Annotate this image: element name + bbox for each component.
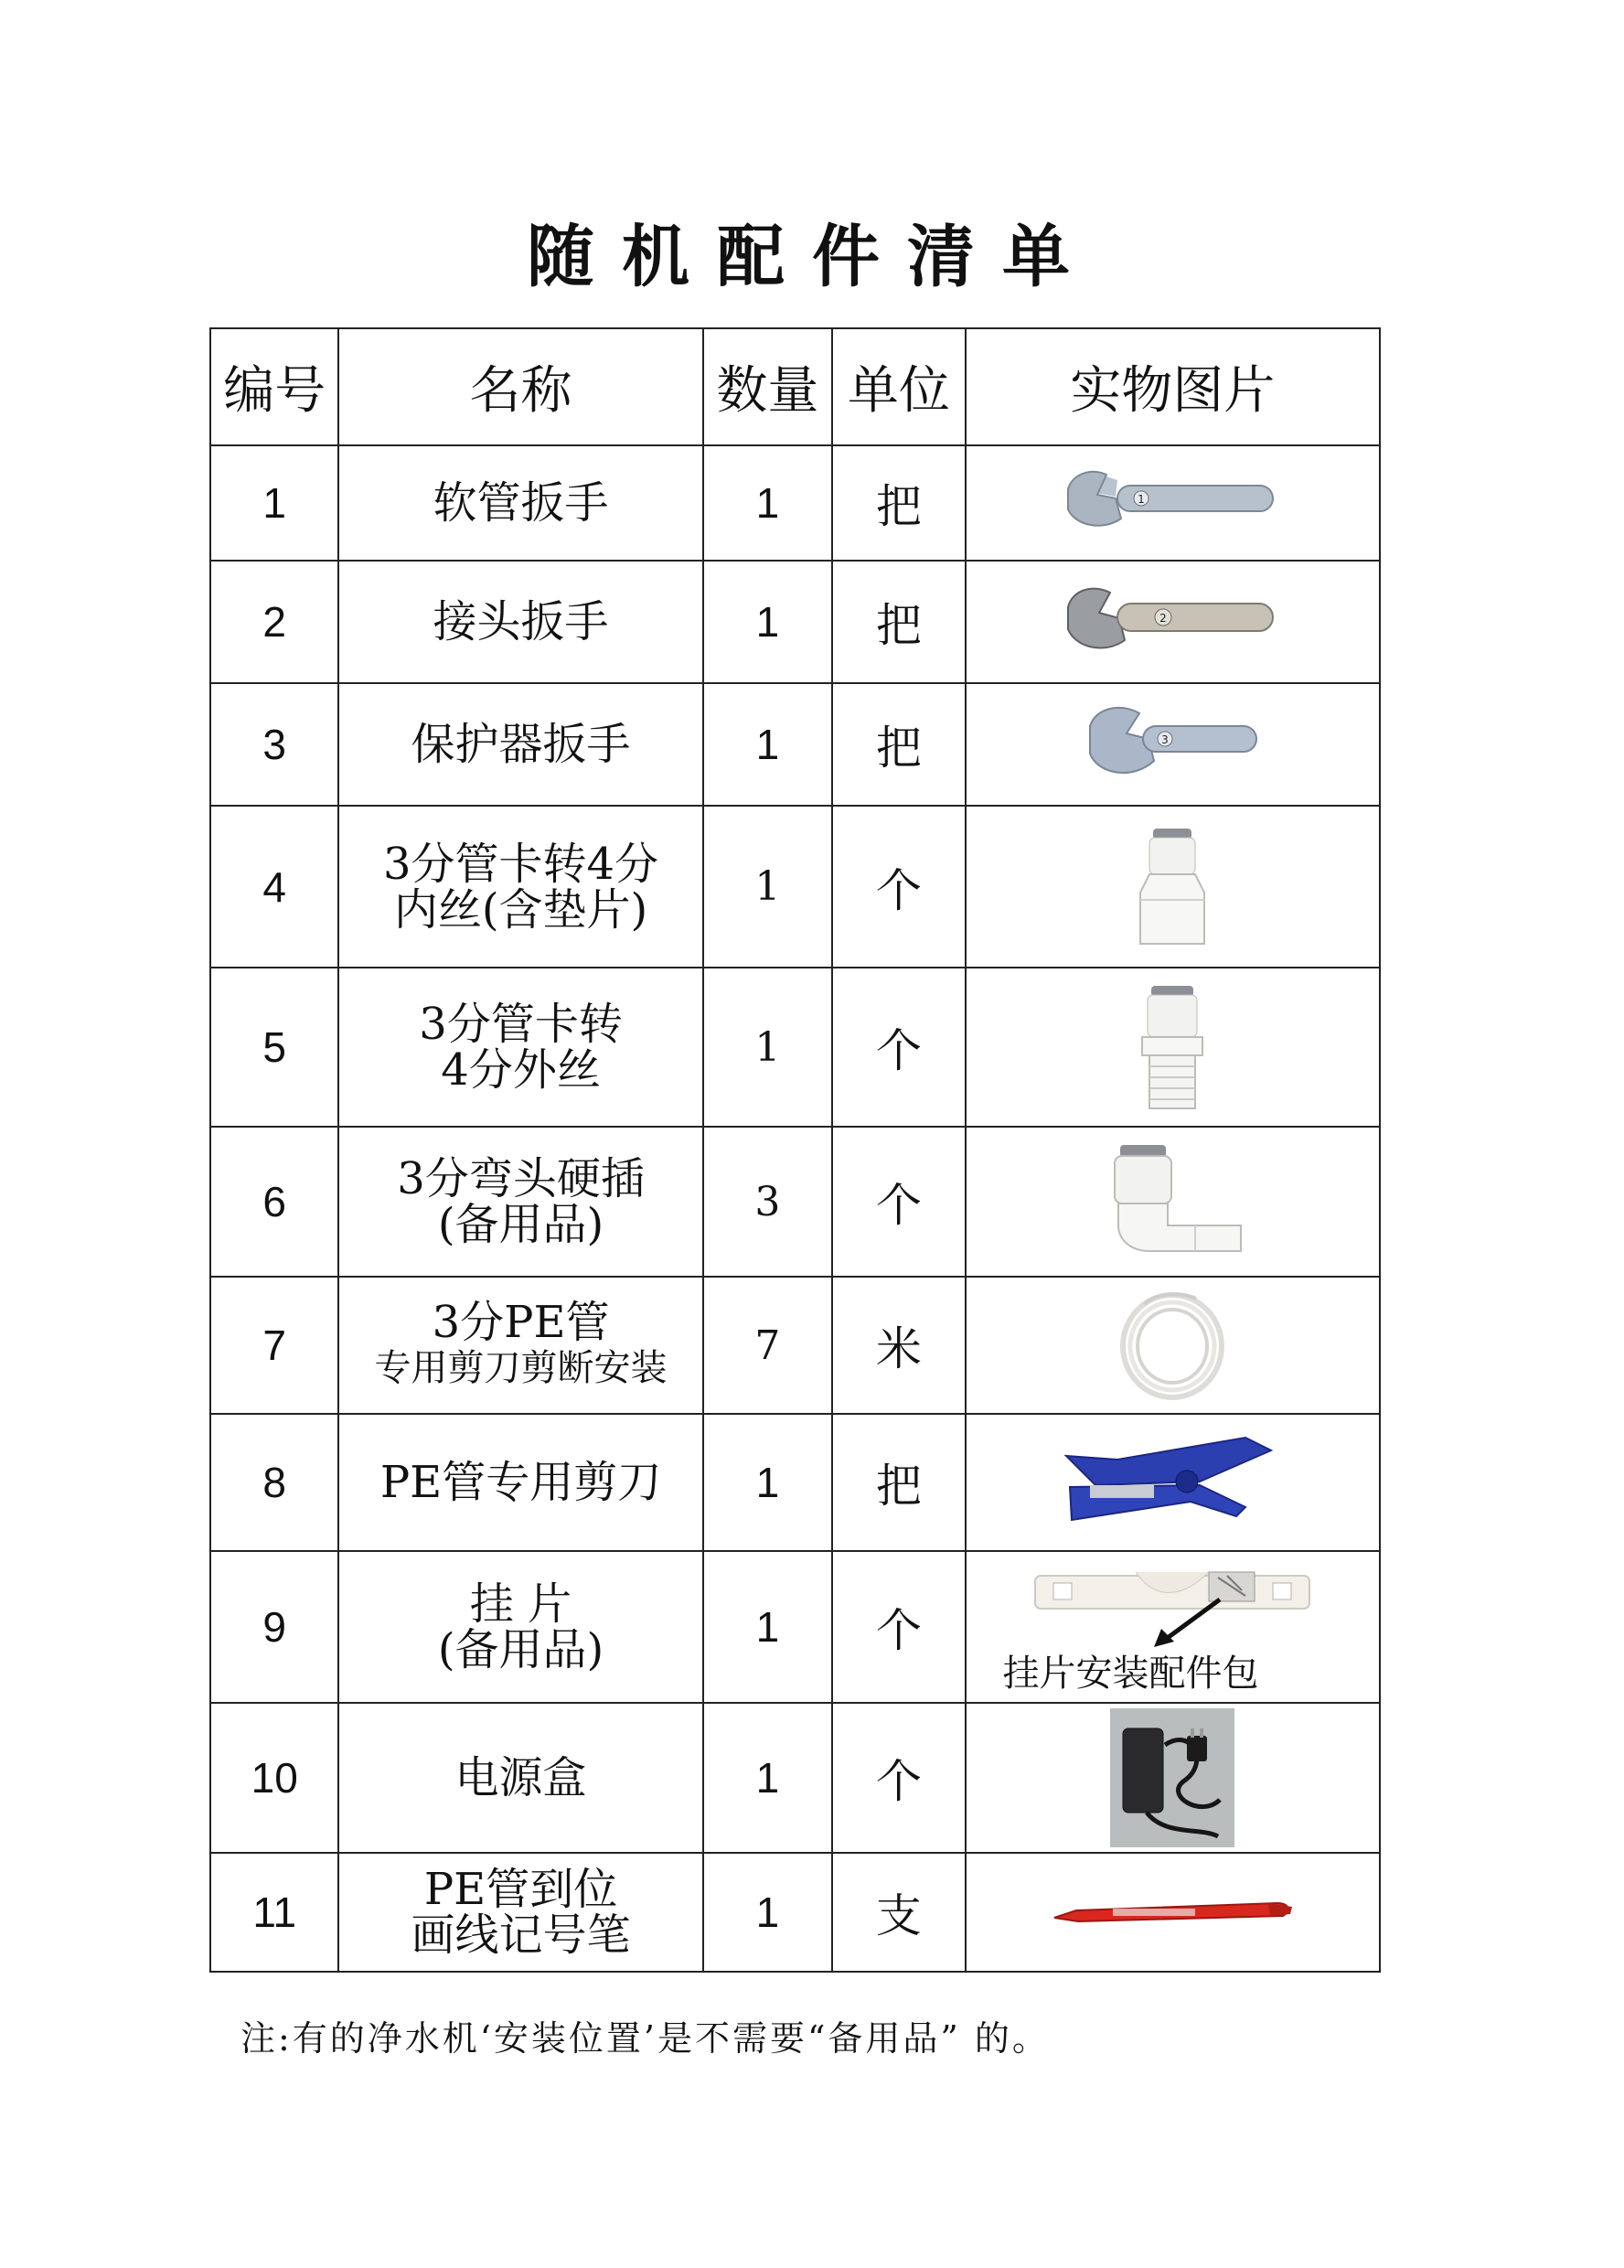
marker-pen-icon: [1049, 1894, 1296, 1931]
table-row: [210, 1703, 1380, 1853]
wrench-2-icon: [1063, 576, 1282, 668]
item-number: 6: [210, 1127, 338, 1277]
table-row: [210, 1853, 1380, 1972]
item-qty: 1: [703, 806, 832, 968]
table-header-row: [210, 328, 1380, 445]
item-name-line: 3分PE管: [432, 1297, 610, 1348]
tube-cutter-icon: [1063, 1432, 1282, 1533]
header-unit: 单位: [832, 328, 965, 445]
item-name-line: 画线记号笔: [411, 1910, 631, 1961]
item-photo: [966, 561, 1380, 683]
item-name: [338, 561, 702, 683]
item-name-line: 保护器扳手: [411, 719, 631, 770]
item-name: [338, 1277, 702, 1414]
table-row: [210, 561, 1380, 683]
wrench-1-icon: [1063, 462, 1282, 544]
pe-tube-coil-icon: [1108, 1286, 1236, 1405]
item-qty: 1: [703, 445, 832, 561]
item-unit: 支: [832, 1853, 965, 1972]
header-name: 名称: [338, 328, 702, 445]
item-qty: 3: [703, 1127, 832, 1277]
item-name-line: PE管专用剪刀: [379, 1457, 662, 1508]
footnote: 注:有的净水机‘安装位置’是不需要“备用品” 的。: [240, 2018, 1050, 2059]
elbow-fitting-icon: [1095, 1138, 1250, 1266]
item-unit: 把: [832, 561, 965, 683]
item-number: 7: [210, 1277, 338, 1414]
accessory-table: [209, 327, 1381, 1973]
item-name: [338, 445, 702, 561]
item-number: 2: [210, 561, 338, 683]
item-name-line: 4分外丝: [441, 1044, 601, 1096]
item-photo: [966, 968, 1380, 1127]
item-photo: [966, 806, 1380, 968]
item-name-line: 挂 片: [469, 1578, 572, 1630]
item-name-line: (备用品): [437, 1199, 604, 1250]
item-photo: [966, 1277, 1380, 1414]
item-unit: 把: [832, 683, 965, 806]
item-number: 11: [210, 1853, 338, 1972]
wrench-3-icon: [1081, 699, 1264, 790]
item-qty: 1: [703, 1853, 832, 1972]
item-qty: 7: [703, 1277, 832, 1414]
header-photo: 实物图片: [966, 328, 1380, 445]
item-unit: 米: [832, 1277, 965, 1414]
table-row: [210, 1414, 1380, 1551]
item-name: [338, 1853, 702, 1972]
item-photo: [966, 445, 1380, 561]
item-number: 4: [210, 806, 338, 968]
wrench-stamp: 2: [1159, 612, 1168, 625]
table-row: [210, 968, 1380, 1127]
wrench-stamp: 1: [1138, 493, 1146, 506]
item-number: 5: [210, 968, 338, 1127]
item-qty: 1: [703, 1414, 832, 1551]
item-qty: 1: [703, 683, 832, 806]
bracket-caption: 挂片安装配件包: [1002, 1653, 1259, 1695]
item-name-line: 内丝(含垫片): [393, 883, 648, 936]
header-qty: 数量: [703, 328, 832, 445]
item-name: [338, 968, 702, 1127]
item-number: 10: [210, 1703, 338, 1853]
item-photo: [966, 1703, 1380, 1853]
item-number: 8: [210, 1414, 338, 1551]
item-name: [338, 1551, 702, 1703]
item-name-line: 电源盒: [454, 1752, 587, 1803]
female-adapter-icon: [1131, 823, 1213, 951]
item-photo: [966, 1853, 1380, 1972]
table-row: [210, 1277, 1380, 1414]
item-name: [338, 806, 702, 968]
item-photo: [966, 1414, 1380, 1551]
item-name: [338, 683, 702, 806]
item-qty: 1: [703, 1703, 832, 1853]
item-qty: 1: [703, 561, 832, 683]
item-name: [338, 1127, 702, 1277]
item-unit: 个: [832, 806, 965, 968]
wrench-stamp: 3: [1161, 733, 1170, 746]
item-photo: [966, 1551, 1380, 1703]
item-name-line: (备用品): [437, 1624, 604, 1675]
page-title: 随机配件清单: [527, 218, 1097, 296]
item-number: 3: [210, 683, 338, 806]
table-row: [210, 1551, 1380, 1703]
table-row: [210, 1127, 1380, 1277]
item-unit: 个: [832, 1703, 965, 1853]
item-qty: 1: [703, 968, 832, 1127]
item-unit: 个: [832, 968, 965, 1127]
item-name-line: 3分弯头硬插: [397, 1153, 645, 1204]
male-adapter-icon: [1131, 979, 1213, 1116]
item-unit: 把: [832, 445, 965, 561]
item-number: 9: [210, 1551, 338, 1703]
item-photo: [966, 683, 1380, 806]
item-unit: 个: [832, 1551, 965, 1703]
item-number: 1: [210, 445, 338, 561]
item-name: [338, 1414, 702, 1551]
table-row: [210, 445, 1380, 561]
item-photo: [966, 1127, 1380, 1277]
table-row: [210, 683, 1380, 806]
header-no: 编号: [210, 328, 338, 445]
item-name-line: 专用剪刀剪断安装: [374, 1347, 668, 1389]
item-name: [338, 1703, 702, 1853]
power-adapter-icon: [1110, 1708, 1234, 1847]
item-name-line: 接头扳手: [433, 596, 609, 647]
item-name-line: 3分管卡转4分: [383, 838, 659, 890]
item-unit: 个: [832, 1127, 965, 1277]
item-name-line: 软管扳手: [433, 477, 609, 529]
item-unit: 把: [832, 1414, 965, 1551]
item-qty: 1: [703, 1551, 832, 1703]
table-row: [210, 806, 1380, 968]
item-name-line: PE管到位: [423, 1864, 618, 1915]
item-name-line: 3分管卡转: [419, 999, 623, 1050]
